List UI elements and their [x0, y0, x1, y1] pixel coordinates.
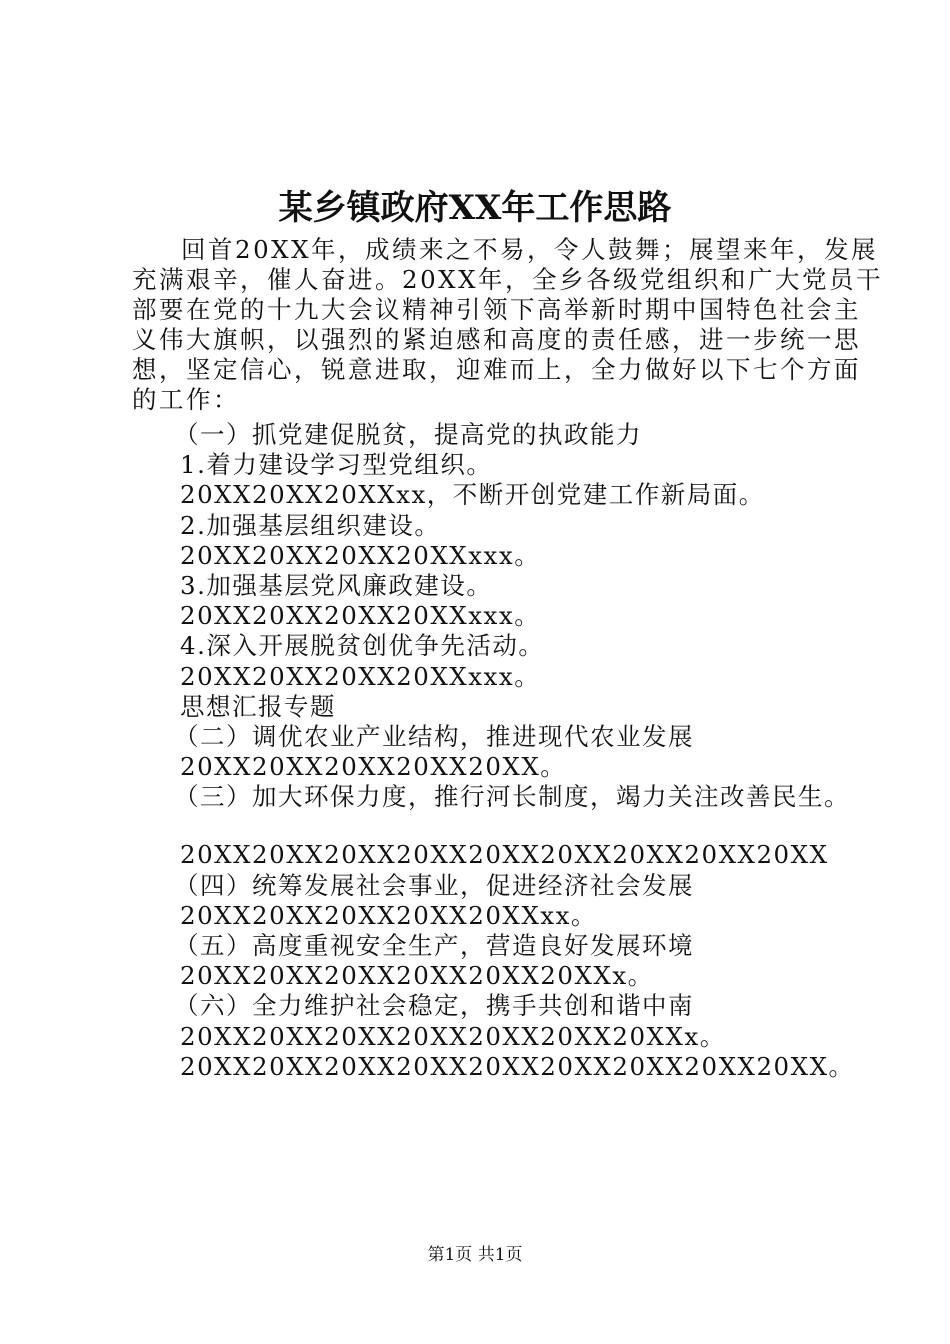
intro-line: 义伟大旗帜，以强烈的紧迫感和高度的责任感，进一步统一思	[132, 325, 861, 354]
section-heading: （四）统筹发展社会事业，促进经济社会发展	[174, 870, 694, 900]
body-line: 20XX20XX20XX20XX20XX。	[180, 752, 567, 782]
body-line: 20XX20XX20XX20XX20XX20XX20XXx。	[180, 1021, 726, 1051]
intro-line: 部要在党的十九大会议精神引领下高举新时期中国特色社会主	[132, 295, 861, 324]
subsection-heading: 1.着力建设学习型党组织。	[180, 450, 493, 480]
body-line: 20XX20XX20XX20XX20XX20XX20XX20XX20XX	[180, 840, 829, 870]
work-items	[174, 420, 880, 1082]
body-line: 20XX20XX20XX20XXxxx。	[180, 661, 541, 691]
intro-line: 的工作：	[132, 385, 240, 414]
section-heading: （五）高度重视安全生产，营造良好发展环境	[174, 931, 694, 960]
body-line: 20XX20XX20XXxx，不断开创党建工作新局面。	[180, 480, 765, 510]
body-line: 20XX20XX20XX20XXxxx。	[180, 601, 541, 631]
intro-line: 回首20XX年，成绩来之不易，令人鼓舞；展望来年，发展	[181, 235, 879, 264]
body-line: 思想汇报专题	[180, 691, 336, 721]
subsection-heading: 4.深入开展脱贫创优争先活动。	[180, 631, 545, 661]
body-line: 20XX20XX20XX20XX20XXxx。	[180, 900, 597, 930]
intro-paragraph	[132, 235, 884, 415]
intro-line: 充满艰辛，催人奋进。20XX年，全乡各级党组织和广大党员干	[132, 265, 884, 294]
body-line: 20XX20XX20XX20XXxxx。	[180, 540, 541, 570]
intro-line: 想，坚定信心，锐意进取，迎难而上，全力做好以下七个方面	[132, 355, 861, 384]
body-line: 20XX20XX20XX20XX20XX20XXx。	[180, 961, 654, 991]
section-heading: （一）抓党建促脱贫，提高党的执政能力	[174, 420, 642, 449]
body-line: 20XX20XX20XX20XX20XX20XX20XX20XX20XX。	[180, 1051, 855, 1081]
subsection-heading: 2.加强基层组织建设。	[180, 510, 441, 540]
page-footer: 第1页 共1页	[427, 1245, 523, 1265]
section-heading: （六）全力维护社会稳定，携手共创和谐中南	[174, 991, 694, 1021]
document-title: 某乡镇政府XX年工作思路	[278, 188, 672, 228]
subsection-heading: 3.加强基层党风廉政建设。	[180, 570, 493, 600]
section-heading: （三）加大环保力度，推行河长制度，竭力关注改善民生。	[174, 782, 850, 812]
section-heading: （二）调优农业产业结构，推进现代农业发展	[174, 721, 694, 751]
